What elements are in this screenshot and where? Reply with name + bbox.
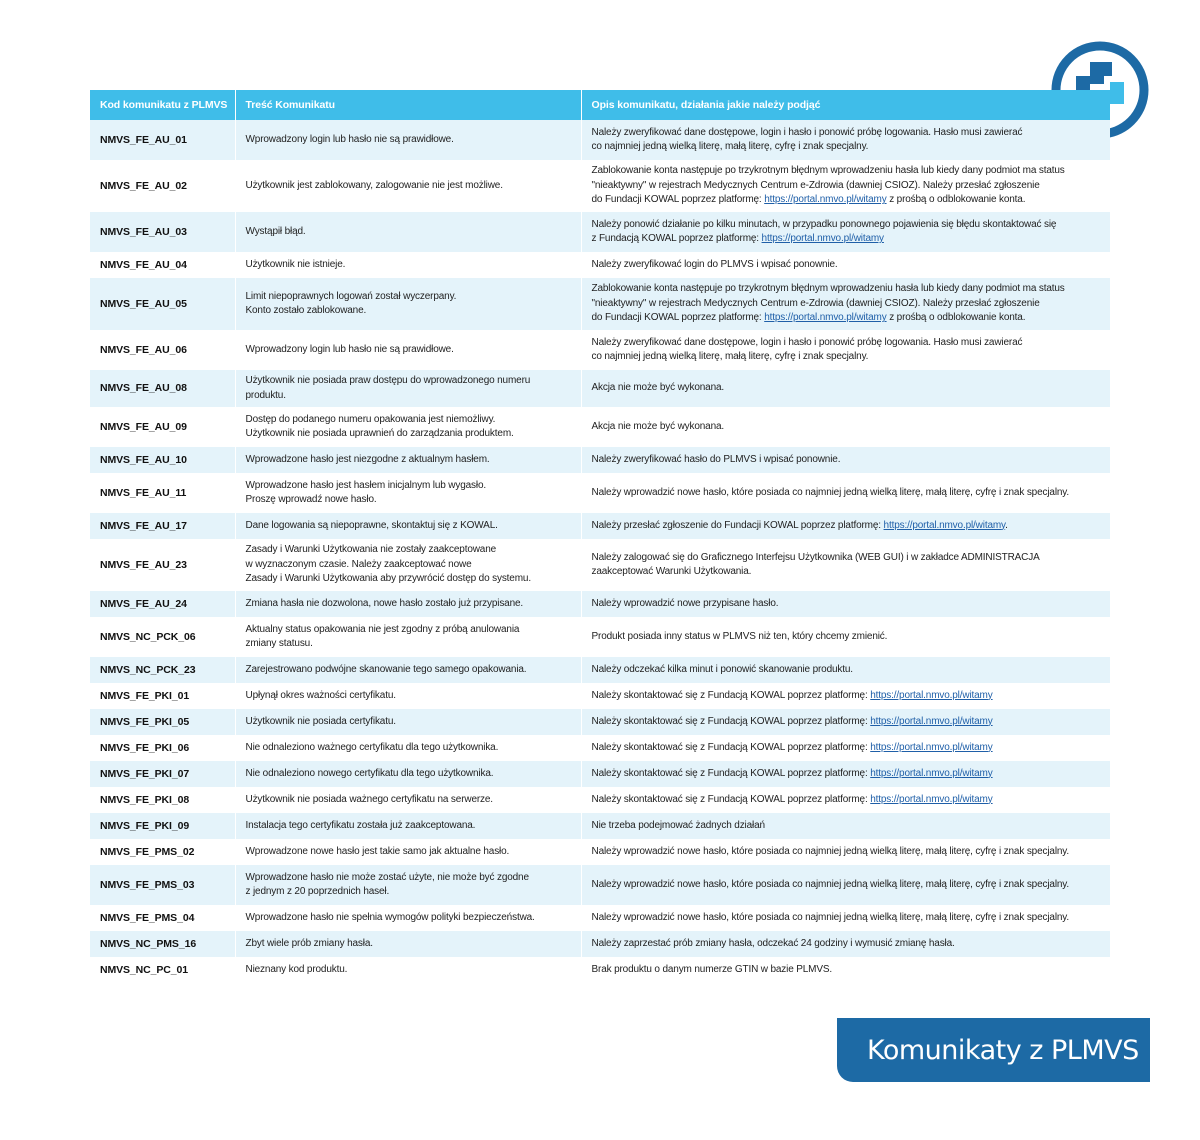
table-row	[90, 160, 1110, 212]
portal-link[interactable]: https://portal.nmvo.pl/witamy	[870, 715, 993, 727]
table-row	[90, 839, 1110, 865]
message-text: Nie odnaleziono ważnego certyfikatu dla tego użytkownika.	[235, 735, 581, 761]
message-description	[581, 330, 1110, 370]
message-description	[581, 709, 1110, 735]
message-code: NMVS_FE_AU_23	[90, 539, 235, 591]
table-row	[90, 252, 1110, 278]
description-text: Akcja nie może być wykonana.	[591, 382, 725, 394]
table-row	[90, 539, 1110, 591]
message-text: Wprowadzone hasło jest niezgodne z aktualnym hasłem.	[235, 447, 581, 473]
message-description	[581, 591, 1110, 617]
portal-link[interactable]: https://portal.nmvo.pl/witamy	[870, 689, 993, 701]
message-text: Limit niepoprawnych logowań został wyczerpany. Konto zostało zablokowane.	[235, 278, 581, 330]
table-row	[90, 761, 1110, 787]
message-description	[581, 120, 1110, 160]
footer-title: Komunikaty z PLMVS	[867, 1035, 1139, 1066]
table-row	[90, 120, 1110, 160]
table-row	[90, 330, 1110, 370]
message-description	[581, 957, 1110, 983]
description-text: Należy wprowadzić nowe hasło, które posiada co najmniej jedną wielką literę, małą literę, cyfrę i znak specjalny.	[591, 486, 1070, 498]
description-text: Należy zalogować się do Graficznego Interfejsu Użytkownika (WEB GUI) i w zakładce ADMINISTRACJA zaakceptować Warunki Użytkowania.	[591, 551, 1040, 577]
message-description	[581, 931, 1110, 957]
message-description	[581, 813, 1110, 839]
header-code: Kod komunikatu z PLMVS	[90, 90, 235, 120]
message-code: NMVS_FE_PKI_07	[90, 761, 235, 787]
description-text: Należy odczekać kilka minut i ponowić skanowanie produktu.	[591, 663, 853, 675]
message-code: NMVS_FE_PKI_08	[90, 787, 235, 813]
table-row	[90, 370, 1110, 407]
description-text: Produkt posiada inny status w PLMVS niż ten, który chcemy zmienić.	[591, 630, 888, 642]
portal-link[interactable]: https://portal.nmvo.pl/witamy	[883, 519, 1006, 531]
message-code: NMVS_FE_PKI_09	[90, 813, 235, 839]
message-text: Użytkownik nie istnieje.	[235, 252, 581, 278]
portal-link[interactable]: https://portal.nmvo.pl/witamy	[764, 312, 887, 324]
description-text: Brak produktu o danym numerze GTIN w bazie PLMVS.	[591, 963, 833, 975]
message-description	[581, 447, 1110, 473]
message-description	[581, 735, 1110, 761]
table-row	[90, 447, 1110, 473]
description-text: Akcja nie może być wykonana.	[591, 420, 725, 432]
message-text: Wprowadzone hasło nie może zostać użyte, nie może być zgodne z jednym z 20 poprzednich haseł.	[235, 865, 581, 905]
description-text-after: .	[1005, 519, 1008, 531]
message-code: NMVS_FE_AU_06	[90, 330, 235, 370]
table-row	[90, 813, 1110, 839]
message-text: Wystąpił błąd.	[235, 212, 581, 252]
message-text: Wprowadzone nowe hasło jest takie samo jak aktualne hasło.	[235, 839, 581, 865]
message-code: NMVS_FE_AU_03	[90, 212, 235, 252]
table-body	[90, 120, 1110, 983]
message-text: Dane logowania są niepoprawne, skontaktuj się z KOWAL.	[235, 513, 581, 539]
description-text: Należy zweryfikować hasło do PLMVS i wpisać ponownie.	[591, 453, 841, 465]
message-code: NMVS_FE_AU_17	[90, 513, 235, 539]
portal-link[interactable]: https://portal.nmvo.pl/witamy	[761, 233, 884, 244]
table-row	[90, 513, 1110, 539]
messages-table	[90, 90, 1110, 983]
table-header-row	[90, 90, 1110, 120]
message-code: NMVS_FE_AU_08	[90, 370, 235, 407]
message-text: Użytkownik nie posiada certyfikatu.	[235, 709, 581, 735]
message-description	[581, 657, 1110, 683]
message-text: Zasady i Warunki Użytkowania nie zostały zaakceptowane w wyznaczonym czasie. Należy zaakceptować nowe Zasady i Warunki Użytkowania aby przywrócić dostęp do systemu.	[235, 539, 581, 591]
message-code: NMVS_FE_PKI_01	[90, 683, 235, 709]
table-row	[90, 865, 1110, 905]
portal-link[interactable]: https://portal.nmvo.pl/witamy	[870, 793, 993, 805]
message-code: NMVS_NC_PC_01	[90, 957, 235, 983]
description-text: Należy wprowadzić nowe hasło, które posiada co najmniej jedną wielką literę, małą literę, cyfrę i znak specjalny.	[591, 911, 1070, 923]
table-row	[90, 787, 1110, 813]
description-text: Należy ponowić działanie po kilku minutach, w przypadku ponownego pojawienia się błędu skontaktować się z Fundacją KOWAL poprzez platformę:	[591, 218, 1057, 244]
message-description	[581, 839, 1110, 865]
message-description	[581, 905, 1110, 931]
message-code: NMVS_FE_PMS_03	[90, 865, 235, 905]
message-text: Aktualny status opakowania nie jest zgodny z próbą anulowania zmiany statusu.	[235, 617, 581, 657]
message-code: NMVS_FE_AU_11	[90, 473, 235, 513]
message-description	[581, 407, 1110, 447]
message-code: NMVS_NC_PMS_16	[90, 931, 235, 957]
message-description	[581, 761, 1110, 787]
message-description	[581, 278, 1110, 330]
message-code: NMVS_NC_PCK_23	[90, 657, 235, 683]
message-code: NMVS_FE_AU_02	[90, 160, 235, 212]
table-row	[90, 617, 1110, 657]
message-code: NMVS_FE_PMS_04	[90, 905, 235, 931]
message-code: NMVS_FE_AU_09	[90, 407, 235, 447]
description-text: Należy zweryfikować dane dostępowe, login i hasło i ponowić próbę logowania. Hasło musi zawierać co najmniej jedną wielką literę, małą literę, cyfrę i znak specjalny.	[591, 126, 1023, 152]
message-code: NMVS_FE_AU_10	[90, 447, 235, 473]
message-code: NMVS_NC_PCK_06	[90, 617, 235, 657]
description-text: Nie trzeba podejmować żadnych działań	[591, 819, 765, 831]
message-code: NMVS_FE_AU_01	[90, 120, 235, 160]
message-code: NMVS_FE_AU_04	[90, 252, 235, 278]
message-text: Wprowadzone hasło jest hasłem inicjalnym lub wygasło. Proszę wprowadź nowe hasło.	[235, 473, 581, 513]
message-code: NMVS_FE_AU_24	[90, 591, 235, 617]
message-text: Dostęp do podanego numeru opakowania jest niemożliwy. Użytkownik nie posiada uprawnień do zarządzania produktem.	[235, 407, 581, 447]
message-description	[581, 252, 1110, 278]
message-description	[581, 539, 1110, 591]
message-text: Użytkownik jest zablokowany, zalogowanie nie jest możliwe.	[235, 160, 581, 212]
footer-title-box	[837, 1018, 1150, 1082]
portal-link[interactable]: https://portal.nmvo.pl/witamy	[870, 767, 993, 779]
message-description	[581, 683, 1110, 709]
description-text: Należy zweryfikować login do PLMVS i wpisać ponownie.	[591, 258, 838, 270]
description-text: Należy skontaktować się z Fundacją KOWAL poprzez platformę:	[591, 793, 871, 805]
description-text: Należy wprowadzić nowe hasło, które posiada co najmniej jedną wielką literę, małą literę, cyfrę i znak specjalny.	[591, 845, 1070, 857]
message-text: Wprowadzony login lub hasło nie są prawidłowe.	[235, 330, 581, 370]
description-text: Należy skontaktować się z Fundacją KOWAL poprzez platformę:	[591, 767, 871, 779]
message-description	[581, 865, 1110, 905]
table-row	[90, 591, 1110, 617]
message-code: NMVS_FE_AU_05	[90, 278, 235, 330]
description-text: Należy wprowadzić nowe przypisane hasło.	[591, 597, 779, 609]
message-description	[581, 212, 1110, 252]
message-description	[581, 370, 1110, 407]
message-text: Instalacja tego certyfikatu została już zaakceptowana.	[235, 813, 581, 839]
description-text: Należy zaprzestać prób zmiany hasła, odczekać 24 godziny i wymusić zmianę hasła.	[591, 937, 955, 949]
message-text: Nie odnaleziono nowego certyfikatu dla tego użytkownika.	[235, 761, 581, 787]
table-row	[90, 931, 1110, 957]
description-text-after: z prośbą o odblokowanie konta.	[886, 312, 1026, 324]
message-text: Upłynął okres ważności certyfikatu.	[235, 683, 581, 709]
description-text: Należy zweryfikować dane dostępowe, login i hasło i ponowić próbę logowania. Hasło musi zawierać co najmniej jedną wielką literę, małą literę, cyfrę i znak specjalny.	[591, 336, 1023, 362]
message-text: Zarejestrowano podwójne skanowanie tego samego opakowania.	[235, 657, 581, 683]
message-description	[581, 473, 1110, 513]
message-text: Nieznany kod produktu.	[235, 957, 581, 983]
description-text: Należy skontaktować się z Fundacją KOWAL poprzez platformę:	[591, 741, 871, 753]
message-text: Użytkownik nie posiada ważnego certyfikatu na serwerze.	[235, 787, 581, 813]
message-description	[581, 160, 1110, 212]
table-row	[90, 905, 1110, 931]
description-text: Zablokowanie konta następuje po trzykrotnym błędnym wprowadzeniu hasła lub kiedy dany podmiot ma status "nieaktywny" w rejestrach Medycznych Centrum e-Zdrowia (dawniej CSIOZ). Należy przesłać zgłoszenie do Fundacji KOWAL poprzez platformę:	[591, 283, 1065, 324]
table-row	[90, 278, 1110, 330]
message-text: Zmiana hasła nie dozwolona, nowe hasło zostało już przypisane.	[235, 591, 581, 617]
message-description	[581, 787, 1110, 813]
message-text: Użytkownik nie posiada praw dostępu do wprowadzonego numeru produktu.	[235, 370, 581, 407]
message-code: NMVS_FE_PKI_06	[90, 735, 235, 761]
header-description: Opis komunikatu, działania jakie należy podjąć	[581, 90, 1110, 120]
description-text: Zablokowanie konta następuje po trzykrotnym błędnym wprowadzeniu hasła lub kiedy dany podmiot ma status "nieaktywny" w rejestrach Medycznych Centrum e-Zdrowia (dawniej CSIOZ). Należy przesłać zgłoszenie do Fundacji KOWAL poprzez platformę:	[591, 165, 1065, 206]
message-code: NMVS_FE_PKI_05	[90, 709, 235, 735]
table-row	[90, 683, 1110, 709]
message-text: Wprowadzony login lub hasło nie są prawidłowe.	[235, 120, 581, 160]
table-row	[90, 709, 1110, 735]
header-message: Treść Komunikatu	[235, 90, 581, 120]
portal-link[interactable]: https://portal.nmvo.pl/witamy	[764, 194, 887, 206]
messages-table-wrapper	[90, 90, 1110, 983]
description-text: Należy skontaktować się z Fundacją KOWAL poprzez platformę:	[591, 715, 871, 727]
table-row	[90, 957, 1110, 983]
table-row	[90, 212, 1110, 252]
message-description	[581, 513, 1110, 539]
table-row	[90, 735, 1110, 761]
message-description	[581, 617, 1110, 657]
message-text: Zbyt wiele prób zmiany hasła.	[235, 931, 581, 957]
description-text: Należy skontaktować się z Fundacją KOWAL poprzez platformę:	[591, 689, 871, 701]
portal-link[interactable]: https://portal.nmvo.pl/witamy	[870, 741, 993, 753]
table-row	[90, 473, 1110, 513]
table-row	[90, 407, 1110, 447]
table-row	[90, 657, 1110, 683]
description-text: Należy wprowadzić nowe hasło, które posiada co najmniej jedną wielką literę, małą literę, cyfrę i znak specjalny.	[591, 878, 1070, 890]
description-text-after: z prośbą o odblokowanie konta.	[886, 194, 1026, 206]
message-text: Wprowadzone hasło nie spełnia wymogów polityki bezpieczeństwa.	[235, 905, 581, 931]
message-code: NMVS_FE_PMS_02	[90, 839, 235, 865]
description-text: Należy przesłać zgłoszenie do Fundacji KOWAL poprzez platformę:	[591, 519, 884, 531]
